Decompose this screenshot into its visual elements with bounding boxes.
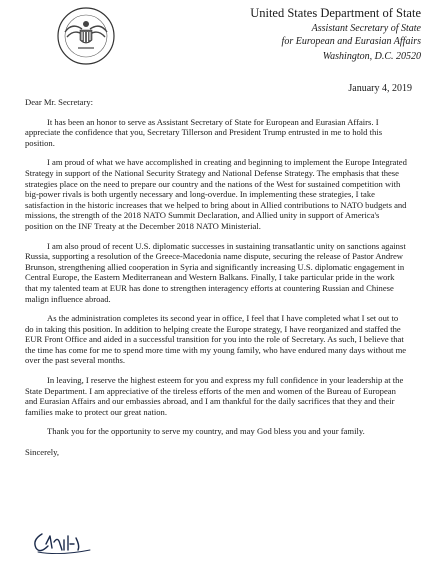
letter-body xyxy=(25,97,407,458)
paragraph-4: As the administration completes its second year in office, I feel that I have completed what I set out to do in taking this position. In addition to helping create the Europe strategy, I have reorganized and staffed the EUR Front Office and aided in a successful transition for you into the role of Secretary. As such, I believe that the time has come for me to spend more time with my young family, who have endured many days without me over the past several months. xyxy=(25,313,407,366)
salutation: Dear Mr. Secretary: xyxy=(25,97,94,107)
paragraph-1: It has been an honor to serve as Assistant Secretary of State for European and Eurasian Affairs. I appreciate the confidence that you, Secretary Tillerson and President Trump entrusted in me to hold this position. xyxy=(25,116,383,148)
letterhead xyxy=(0,5,421,63)
paragraph-2: I am proud of what we have accomplished in creating and beginning to implement the Europe Integrated Strategy in support of the National Security Strategy and National Defense Strategy. The emphasis that these strategies place on the need to prepare our country and the nations of the West for sustained competition with big-power rivals is both urgently necessary and long-overdue. In implementing these strategies, I take satisfaction in the historic increases that we helped to bring about in Allied contributions to NATO budgets and missions, the strength of the 2018 NATO Summit Declaration, and Allied unity in support of America's position on the INF Treaty at the December 2018 NATO Ministerial. xyxy=(25,157,407,231)
paragraph-3: I am also proud of recent U.S. diplomatic successes in sustaining transatlantic unity on sanctions against Russia, supporting a resolution of the Greece-Macedonia name dispute, securing the release of Pastor Andrew Brunson, strengthening allied cooperation in Syria and significantly increasing U.S. diplomatic engagement in Central Europe, the Eastern Mediterranean and Western Balkans. Finally, I take particular pride in the work that my talented team at EUR has done to strengthen interagency efforts at countering Russian and Chinese malign influence abroad. xyxy=(25,240,406,304)
paragraph-5: In leaving, I reserve the highest esteem for you and express my full confidence in your leadership at the State Department. I am appreciative of the tireless efforts of the men and women of the Bureau of European and Eurasian Affairs and our embassies abroad, and I am thankful for the daily sacrifices that they and their families make to protect our great nation. xyxy=(25,375,404,417)
office-title-line-1: Assistant Secretary of State xyxy=(311,23,421,34)
paragraph-6: Thank you for the opportunity to serve my country, and may God bless you and your family. xyxy=(47,426,365,437)
handwritten-signature-icon xyxy=(30,526,118,558)
office-title-line-2: for European and Eurasian Affairs xyxy=(281,36,421,47)
department-name: United States Department of State xyxy=(250,6,421,20)
letter-date: January 4, 2019 xyxy=(348,83,412,94)
closing: Sincerely, xyxy=(25,447,60,458)
office-address: Washington, D.C. 20520 xyxy=(322,51,421,62)
